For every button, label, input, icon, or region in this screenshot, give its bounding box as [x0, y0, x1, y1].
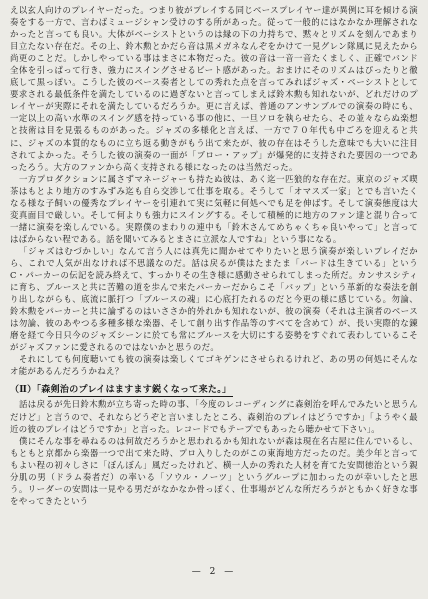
section-heading-number: （Ⅱ）	[10, 385, 37, 396]
heading-underline	[48, 396, 233, 397]
page-number: — 2 —	[191, 567, 237, 577]
paragraph-6: 僕にそんな事を尋ねるのは何故だろうかと思われるかも知れないが森は現在名古屋に住んでいるし、もともと京都から楽器一つで出て来た時、プロ入りしたのがこの東海地方だったのだ。美少年と言ってもよい程の初々しさに「ぼんぼん」風だったけれど、横一人かの秀れた人材を育てた安間徳治という親分肌の男（ドラム奏者だ）の率いる「ソウル・ノーツ」というグループに加わったのが幸いしたと思う。リーダーの安間は一見やる男だがなかなか骨っぽく、仕事場がどんな所だろうがともかく好きな事をやってきたという	[10, 435, 418, 506]
paragraph-3: 「ジャズはむづかしい」なんて言う人には真先に聞かせてやりたいと思う演奏が楽しいプレイだから、これで人気が出なければ不思議なのだ。話は戻るが僕はたまたま「バードは生きている」というC・パーカーの伝記を読み終えて、すっかりその生き様に感動させられてしまった所だ。カンサスシティに育ち、ブルースと共に苦難の道を歩んで来たパーカーだからこそ「バップ」という革新的な奏法を創り出しながらも、底流に脈打つ「ブルースの魂」に心底打たれるのだと今更の様に感じている。勿論、鈴木勲をパーカーと共に論ずるのはいささか的外れかも知れないが、彼の演奏（それは主演者のベースは勿論、彼のあやつる多種多様な楽器、そして創り出す作品等のすべてを含めて）が、長い実際的な錬磨を経て今日只今のジャズシーンに於ても常にブルースを大切にする姿勢をすぐれて表わしているこそがジャズファンに愛されるのではないかと思うのだ。	[10, 245, 418, 353]
section-heading	[10, 384, 231, 397]
paragraph-1: え以玄人向けのプレイヤーだった。つまり彼がプレイする同じベースプレイヤー達が異例に耳を傾ける演奏をする一方で、言わばミュージシャン受けのする所があった。従って一般的にはなかなか理解されなかったと言っても良い。大体がベーシストというのは縁の下の力持ちで、黙々とリズムを刻んであまり目立たない存在だ。その上、鈴木勲とかだら音は黒メガネなんぞをかけて一見グレン隊風に見えたから尚更のことだ。しかしやっている事はまさに本物だった。彼の音は一音一音たくましく、正確でバンド全体を引っぱって行き、強力にスイングさせるビート感があった。おまけにそのリズムはぴったりと徹底して黒っぽい。こうした彼のベース奏者としての秀れた点を言ってみればジャズ・ベーシストとして要求される最低条件を満たしているのに過ぎないと言ってしまえば鈴木勲も知れないが、どれだけのプレイヤーが実際にそれを満たしているだろうか。更に言えば、普通のアンサンブルでの演奏の時にも、一定以上の高い水準のスイング感を持っている事の他に、一旦ソロを執らせたら、その並々ならぬ楽想と技術は目を見張るものがあった。ジャズの多様化と言えば、一方で７０年代も中ごろを迎えると共に、ジャズの本質的なものに立ち返る動きがもう出て来たが、彼の存在はそうした意味でも大いに注目されてよかった。そうした彼の演奏の一面が「ブロー・アップ」が爆発的に支持された要因の一つであったろう。大方のファンから高く支持される様になったのは当然だった。	[10, 5, 418, 172]
paragraph-2: 一方プロダクションに属さずマネージャーも持たぬ彼は、あく迄一匹狼的な存在だ。東京のジャズ喫茶はもとより地方のすみずみ迄も自ら交渉して仕事を取る。そうして「オマスズ一家」とでも言いたくなる様な子飼いの優秀なプレイヤーを引連れて実に気軽に何処へでも足を伸ばす。そして演奏態度は大変真面目で厳しい。そして何よりも強力にスイングする。そして積極的に地方のファン達と混り合って一緒に演奏を楽しんでいる。実際僕のまわりの連中も「鈴木さんてめちゃくちゃ良いやって」と言ってはばからない程である。話を聞いてみるとまさに立派な人ですね」という事になる。	[10, 173, 418, 244]
section-heading-text: 「森剣治のプレイはますます鋭くなって来た。」	[36, 385, 232, 396]
paragraph-5: 話は戻るが先日鈴木勲が立ち寄った時の事、「今度のレコーディングに森剣治を呼んでみたいと思うんだけど」と言うので、それならどうぞと言いましたところ、森剣治のプレイはどうですか」「ようやく最近の彼のプレイはどうですか」と言った。レコードでもテープでもあったら聴かせて下さい」。	[10, 399, 418, 434]
paragraph-4: それにしても何度聴いても彼の演奏は楽しくてゴキゲンにさせられるけれど、あの男の何処にそんなオ能があるんだろうかねえ？	[10, 354, 418, 377]
